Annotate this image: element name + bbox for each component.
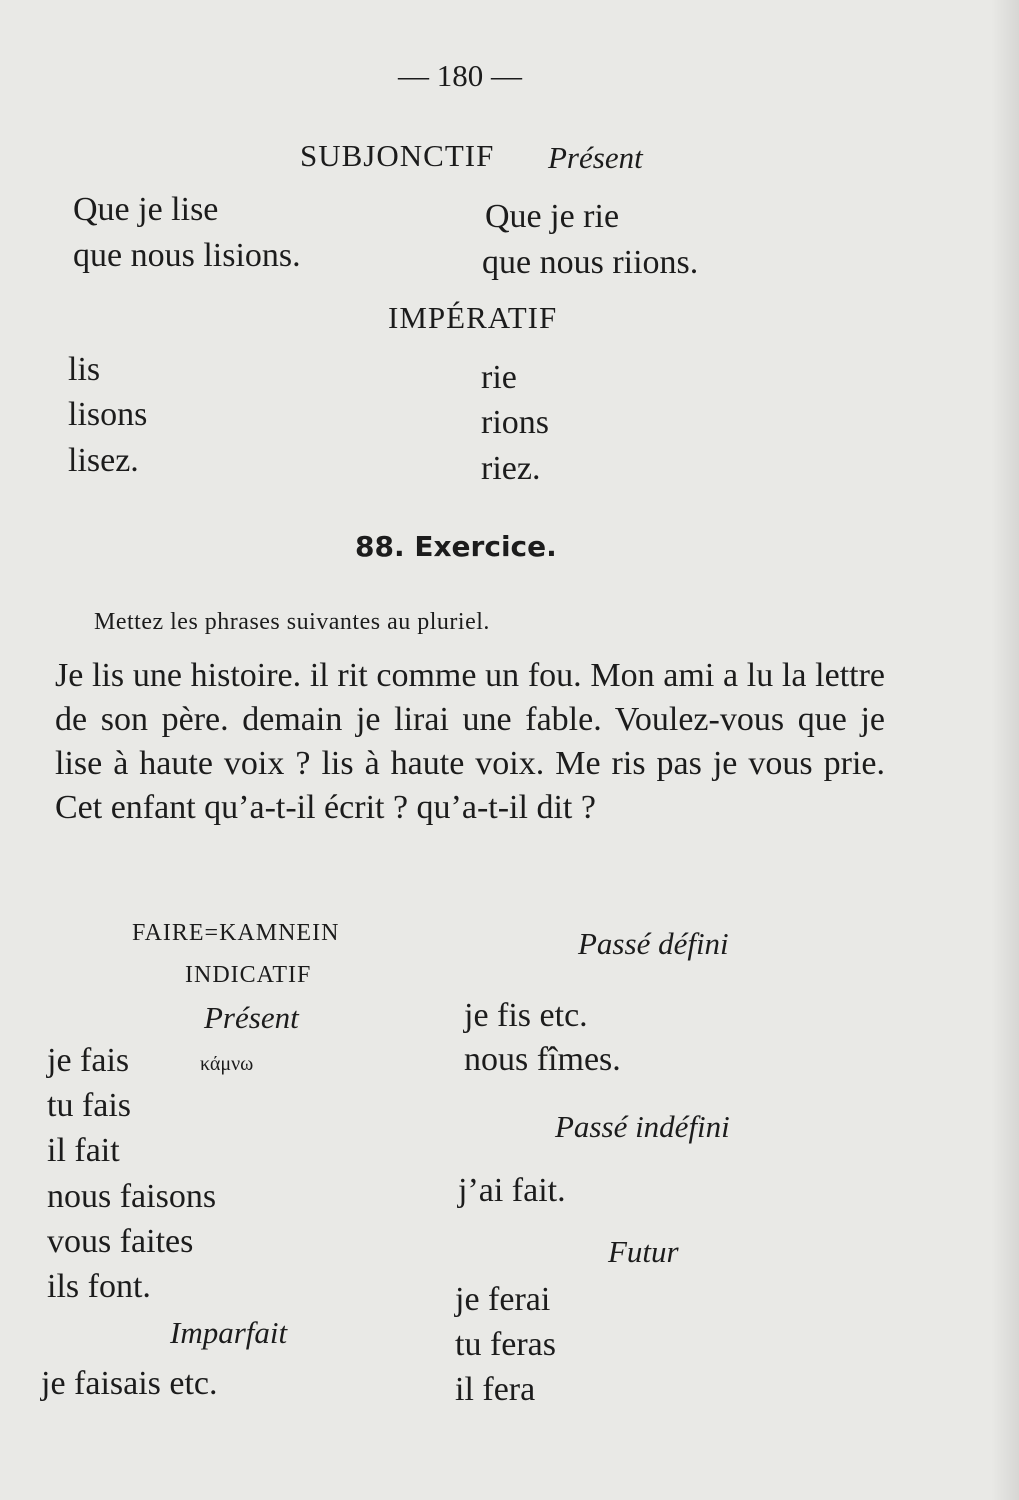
passe-indefini-label: Passé indéfini xyxy=(555,1109,730,1144)
greek-equivalent: κάμνω xyxy=(200,1053,254,1075)
imperatif-left-line-2: lisons xyxy=(68,396,148,433)
passe-defini-line-2: nous fîmes. xyxy=(464,1041,621,1078)
passe-indefini-line: j’ai fait. xyxy=(458,1172,566,1209)
present-line-4: nous faisons xyxy=(47,1178,217,1215)
faire-heading: FAIRE=KAMNEIN xyxy=(132,920,340,946)
page-edge-shadow xyxy=(991,0,1019,1500)
exercice-title-text: Exercice. xyxy=(414,530,557,563)
futur-label: Futur xyxy=(608,1234,679,1269)
present-line-3: il fait xyxy=(47,1132,120,1169)
subjonctif-left-line-2: que nous lisions. xyxy=(73,237,301,274)
imperatif-right-line-1: rie xyxy=(481,359,517,396)
page-number: — 180 — xyxy=(398,58,522,93)
exercice-text: Je lis une histoire. il rit comme un fou. Mon ami a lu la lettre de son père. demain je lirai une fable. Voulez-vous que je lise à haute voix ? lis à haute voix. Me ris pas je vous prie. Cet enfant qu’a-t-il écrit ? qu’a-t-il dit ? xyxy=(55,657,885,826)
present-line-1: je fais xyxy=(47,1042,130,1079)
subjonctif-tense-label: Présent xyxy=(548,140,643,175)
exercice-text-block xyxy=(55,654,885,830)
imperatif-right-line-3: riez. xyxy=(481,450,541,487)
present-label: Présent xyxy=(204,1000,299,1035)
subjonctif-right-line-1: Que je rie xyxy=(485,198,620,235)
imperatif-left-line-3: lisez. xyxy=(68,442,139,479)
present-line-2: tu fais xyxy=(47,1087,132,1124)
futur-line-1: je ferai xyxy=(455,1281,551,1318)
passe-defini-label: Passé défini xyxy=(578,926,729,961)
imperatif-right-line-2: rions xyxy=(481,404,549,441)
passe-defini-line-1: je fis etc. xyxy=(464,997,588,1034)
exercice-title xyxy=(355,530,557,563)
futur-line-2: tu feras xyxy=(455,1326,557,1363)
indicatif-heading: INDICATIF xyxy=(185,962,312,988)
imparfait-line: je faisais etc. xyxy=(41,1365,218,1402)
subjonctif-right-line-2: que nous riions. xyxy=(482,244,699,281)
exercice-number: 88. xyxy=(355,530,405,563)
subjonctif-left-line-1: Que je lise xyxy=(73,191,219,228)
futur-line-3: il fera xyxy=(455,1371,536,1408)
imperatif-left-line-1: lis xyxy=(68,351,101,388)
present-line-5: vous faites xyxy=(47,1223,194,1260)
subjonctif-heading: SUBJONCTIF xyxy=(300,138,495,173)
present-line-6: ils font. xyxy=(47,1268,151,1305)
imperatif-heading: IMPÉRATIF xyxy=(388,300,558,335)
exercice-instruction: Mettez les phrases suivantes au pluriel. xyxy=(94,609,490,635)
imparfait-label: Imparfait xyxy=(170,1315,288,1350)
